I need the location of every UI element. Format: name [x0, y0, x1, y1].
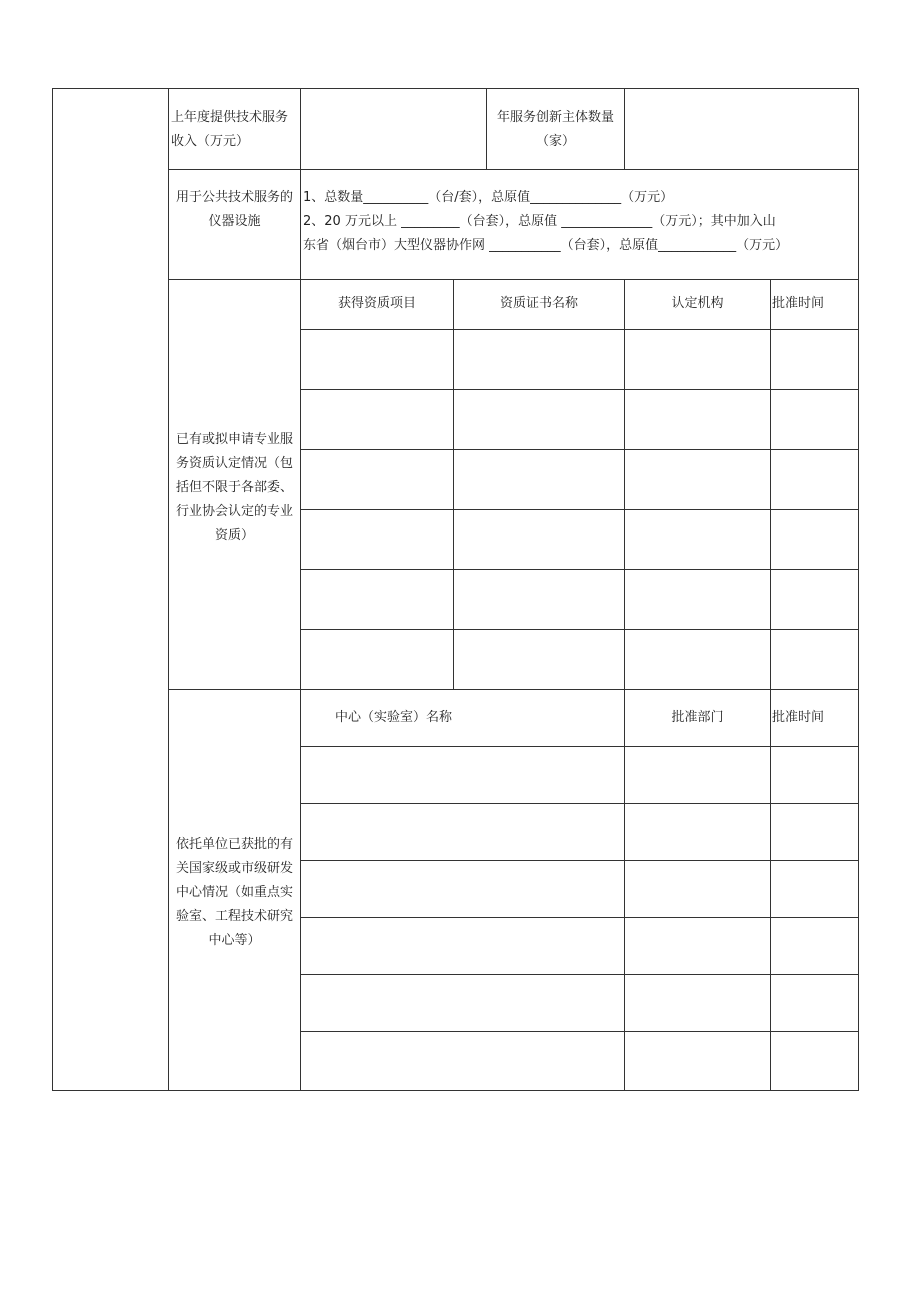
- center-row-line: [300, 860, 859, 861]
- innovation-entity-count-value[interactable]: [625, 89, 858, 169]
- center-row-line: [300, 1031, 859, 1032]
- qual-row-line: [300, 509, 859, 510]
- qualification-bottom-border: [168, 689, 859, 690]
- center-row-line: [300, 803, 859, 804]
- qual-header-authority: 认定机构: [671, 296, 724, 311]
- qual-header-bottom: [300, 329, 859, 330]
- center-row-line: [300, 974, 859, 975]
- center-row-line: [300, 917, 859, 918]
- table-right-border: [858, 88, 859, 1091]
- instrument-facilities-content[interactable]: [303, 186, 788, 258]
- qual-col-divider: [770, 279, 771, 690]
- qual-header-project: 获得资质项目: [337, 296, 416, 311]
- row2-bottom-border: [168, 279, 859, 280]
- center-col-divider: [770, 689, 771, 1091]
- qual-col-divider: [453, 279, 454, 690]
- instrument-over-20k-line: 2、20 万元以上 _________（台套），总原值 ______________（万元）；其中加入山: [303, 214, 776, 229]
- tech-service-income-label: 上年度提供技术服务 收入（万元）: [171, 110, 289, 149]
- qual-row-line: [300, 449, 859, 450]
- qualification-label: 已有或拟申请专业服 务资质认定情况（包 括但不限于各部委、 行业协会认定的专业 资质）: [175, 432, 293, 543]
- table-left-border: [52, 88, 53, 1091]
- instrument-network-line: 东省（烟台市）大型仪器协作网 ___________（台套），总原值____________（万元）: [303, 238, 789, 253]
- center-header-bottom: [300, 746, 859, 747]
- center-header-name: 中心（实验室）名称: [335, 710, 453, 725]
- innovation-entity-count-label: 年服务创新主体数量 （家）: [496, 110, 614, 149]
- table-bottom-border: [52, 1090, 859, 1091]
- qual-row-line: [300, 629, 859, 630]
- center-header-date: 批准时间: [772, 710, 825, 725]
- qual-col-divider: [624, 279, 625, 690]
- qual-row-line: [300, 389, 859, 390]
- center-col-divider: [624, 689, 625, 1091]
- tech-service-income-value[interactable]: [301, 89, 486, 169]
- qual-header-date: 批准时间: [772, 296, 825, 311]
- research-center-label: 依托单位已获批的有 关国家级或市级研发 中心情况（如重点实 验室、工程技术研究 中心等）: [175, 837, 293, 948]
- center-header-department: 批准部门: [671, 710, 724, 725]
- qual-row-line: [300, 569, 859, 570]
- row1-bottom-border: [168, 169, 859, 170]
- qual-header-certificate: 资质证书名称: [499, 296, 578, 311]
- label-column-divider: [300, 88, 301, 1091]
- instrument-facilities-label: 用于公共技术服务的 仪器设施: [175, 190, 293, 229]
- instrument-total-line: 1、总数量__________（台/套），总原值______________（万元）: [303, 190, 674, 205]
